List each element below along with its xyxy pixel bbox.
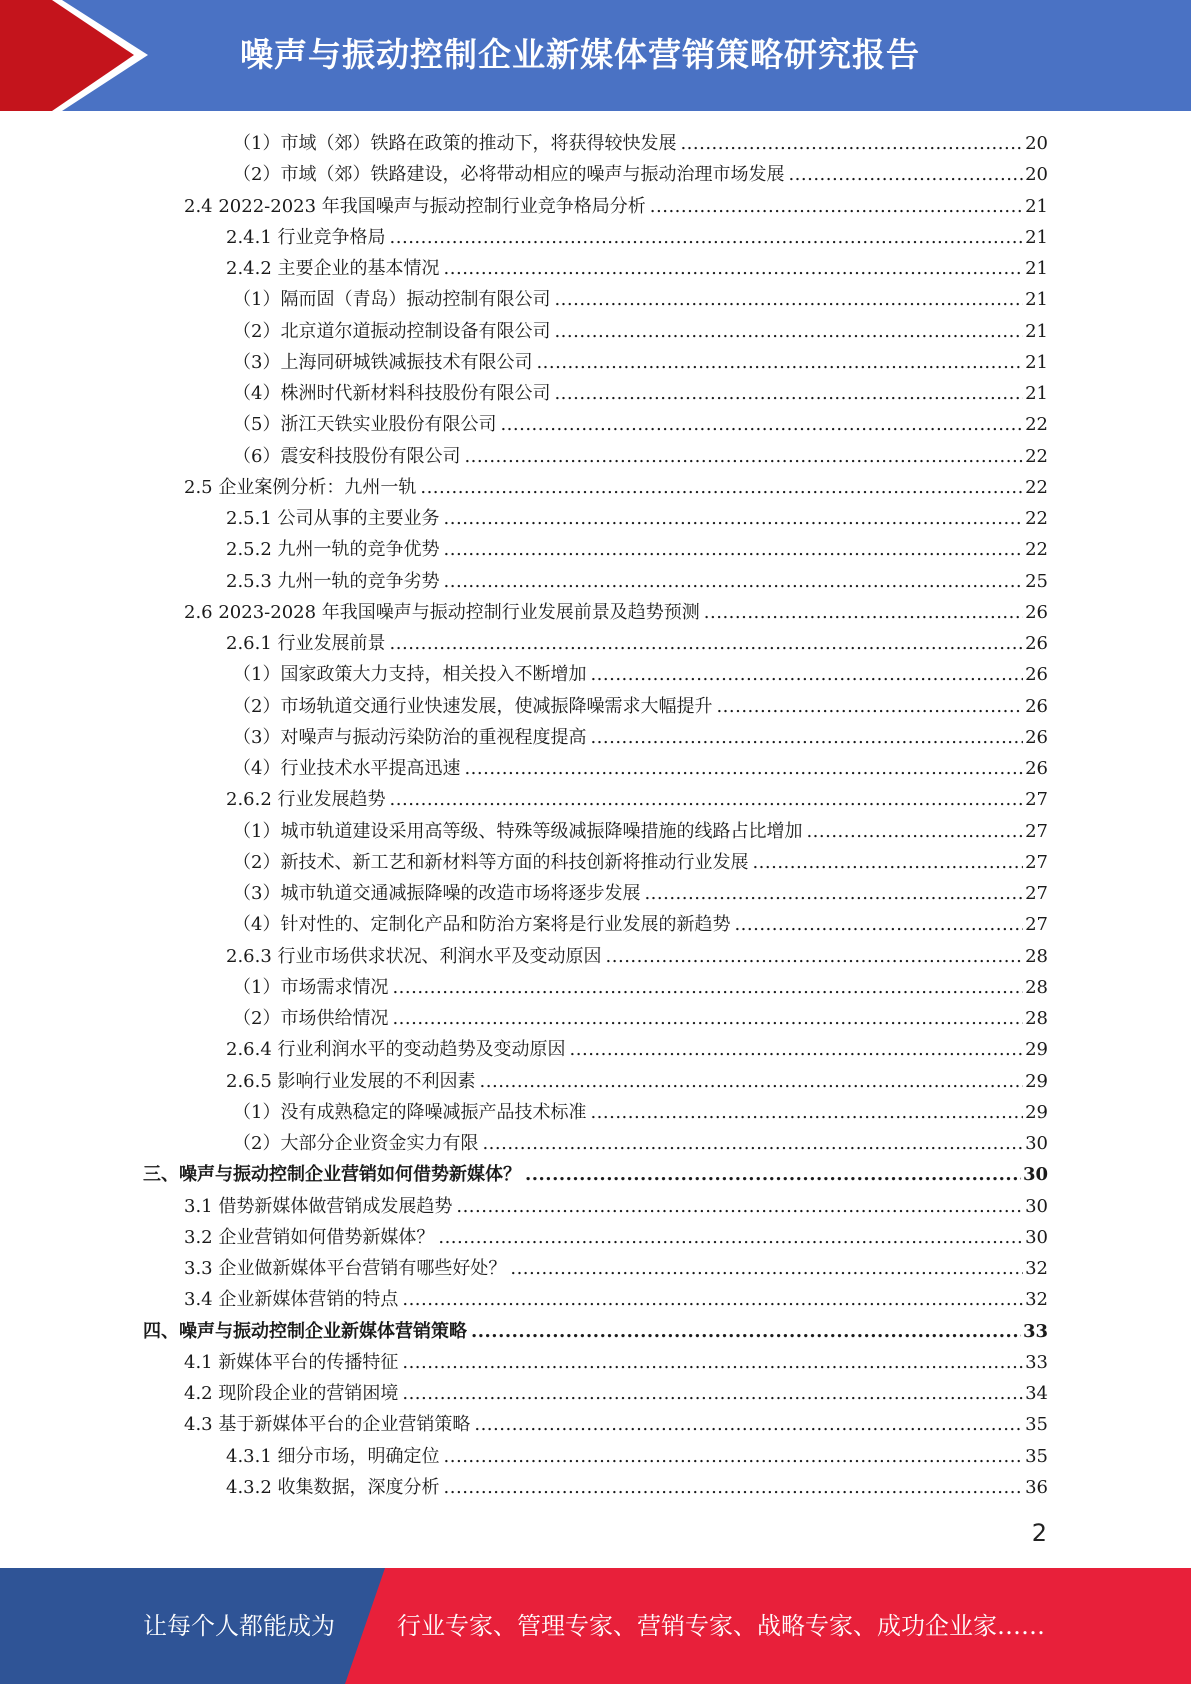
toc-entry-page: 30 <box>1025 1195 1048 1217</box>
toc-entry-title: （2）北京道尔道振动控制设备有限公司 <box>233 320 551 342</box>
toc-dot-leader <box>510 1253 1023 1284</box>
toc-dot-leader <box>650 191 1023 222</box>
toc-entry-page: 22 <box>1025 445 1048 467</box>
toc-entry-page: 32 <box>1025 1258 1048 1279</box>
toc-entry[interactable] <box>233 816 1048 847</box>
toc-dot-leader <box>420 472 1023 503</box>
toc-entry-title: （3）对噪声与振动污染防治的重视程度提高 <box>233 726 587 748</box>
toc-entry[interactable] <box>184 472 1048 503</box>
toc-entry[interactable] <box>233 441 1048 472</box>
toc-entry-title: 2.5 企业案例分析：九州一轨 <box>184 476 417 498</box>
toc-dot-leader <box>464 441 1023 472</box>
toc-entry-page: 29 <box>1025 1070 1048 1092</box>
toc-entry-page: 28 <box>1025 976 1048 998</box>
toc-entry-page: 26 <box>1025 695 1048 717</box>
toc-dot-leader <box>734 909 1023 940</box>
toc-entry-title: 三、噪声与振动控制企业营销如何借势新媒体？ <box>143 1164 521 1186</box>
toc-entry-title: （2）大部分企业资金实力有限 <box>233 1133 479 1154</box>
toc-entry[interactable] <box>184 1378 1048 1409</box>
toc-entry[interactable] <box>184 1284 1048 1315</box>
footer-slogan-left: 让每个人都能成为 <box>143 1612 335 1640</box>
toc-entry-page: 30 <box>1025 1133 1048 1154</box>
toc-entry[interactable] <box>233 409 1048 440</box>
toc-entry[interactable] <box>226 1472 1048 1503</box>
toc-entry-page: 35 <box>1025 1414 1048 1436</box>
toc-entry-title: （1）隔而固（青岛）振动控制有限公司 <box>233 289 551 311</box>
toc-dot-leader <box>554 284 1023 315</box>
toc-entry[interactable] <box>226 1034 1048 1065</box>
toc-entry-title: （4）行业技术水平提高迅速 <box>233 758 461 779</box>
toc-entry-title: （3）上海同研城铁减振技术有限公司 <box>233 351 533 373</box>
toc-entry-page: 33 <box>1022 1320 1048 1342</box>
toc-entry[interactable] <box>184 1347 1048 1378</box>
toc-entry-title: 2.6.4 行业利润水平的变动趋势及变动原因 <box>226 1039 566 1061</box>
toc-entry-title: 2.6.1 行业发展前景 <box>226 633 386 654</box>
toc-dot-leader <box>704 597 1023 628</box>
toc-entry-page: 34 <box>1025 1383 1048 1404</box>
toc-entry-page: 20 <box>1025 133 1048 154</box>
toc-entry[interactable] <box>226 1441 1048 1472</box>
report-title: 噪声与振动控制企业新媒体营销策略研究报告 <box>240 35 920 74</box>
toc-dot-leader <box>788 159 1023 190</box>
toc-dot-leader <box>392 1003 1023 1034</box>
toc-entry[interactable] <box>233 847 1048 878</box>
toc-entry-title: 四、噪声与振动控制企业新媒体营销策略 <box>143 1320 467 1342</box>
toc-dot-leader <box>752 847 1023 878</box>
toc-entry-title: 2.5.2 九州一轨的竞争优势 <box>226 539 440 561</box>
toc-entry[interactable] <box>233 128 1048 159</box>
toc-entry-page: 27 <box>1025 820 1048 842</box>
toc-entry-title: （4）针对性的、定制化产品和防治方案将是行业发展的新趋势 <box>233 914 731 936</box>
toc-entry[interactable] <box>233 878 1048 909</box>
toc-entry-page: 25 <box>1025 570 1048 592</box>
toc-entry[interactable] <box>233 284 1048 315</box>
toc-dot-leader <box>590 1097 1023 1128</box>
toc-entry[interactable] <box>226 222 1048 253</box>
toc-entry-title: （2）市场轨道交通行业快速发展，使减振降噪需求大幅提升 <box>233 695 713 717</box>
toc-entry-title: （1）城市轨道建设采用高等级、特殊等级减振降噪措施的线路占比增加 <box>233 820 803 842</box>
toc-entry-title: 4.3 基于新媒体平台的企业营销策略 <box>184 1414 471 1436</box>
toc-entry[interactable] <box>226 941 1048 972</box>
toc-entry[interactable] <box>143 1316 1048 1347</box>
toc-dot-leader <box>554 316 1023 347</box>
toc-dot-leader <box>444 253 1024 284</box>
toc-dot-leader <box>392 972 1023 1003</box>
toc-dot-leader <box>500 409 1023 440</box>
toc-entry-page: 29 <box>1025 1101 1048 1123</box>
toc-entry-title: 2.5.1 公司从事的主要业务 <box>226 508 440 529</box>
toc-entry-title: 2.4 2022-2023 年我国噪声与振动控制行业竞争格局分析 <box>184 195 646 217</box>
toc-dot-leader <box>444 1441 1024 1472</box>
toc-entry-title: （6）震安科技股份有限公司 <box>233 445 461 467</box>
toc-dot-leader <box>806 816 1023 847</box>
toc-dot-leader <box>525 1159 1021 1190</box>
toc-entry[interactable] <box>184 1191 1048 1222</box>
toc-dot-leader <box>570 1034 1024 1065</box>
toc-dot-leader <box>438 1222 1023 1253</box>
toc-entry-page: 22 <box>1025 539 1048 561</box>
toc-entry-title: 3.3 企业做新媒体平台营销有哪些好处？ <box>184 1258 507 1279</box>
toc-dot-leader <box>590 722 1023 753</box>
toc-entry[interactable] <box>233 1128 1048 1159</box>
toc-entry-title: 4.2 现阶段企业的营销困境 <box>184 1383 399 1404</box>
toc-entry[interactable] <box>233 691 1048 722</box>
toc-entry-title: （2）市域（郊）铁路建设，必将带动相应的噪声与振动治理市场发展 <box>233 164 785 186</box>
toc-entry[interactable] <box>233 316 1048 347</box>
toc-entry[interactable] <box>233 347 1048 378</box>
toc-entry-page: 22 <box>1025 508 1048 529</box>
page-footer <box>0 1568 1191 1684</box>
toc-entry-title: 4.3.2 收集数据，深度分析 <box>226 1476 440 1498</box>
toc-entry-title: 2.4.2 主要企业的基本情况 <box>226 258 440 279</box>
toc-entry-title: 4.1 新媒体平台的传播特征 <box>184 1351 399 1373</box>
toc-entry-title: （3）城市轨道交通减振降噪的改造市场将逐步发展 <box>233 883 641 904</box>
toc-entry-page: 26 <box>1025 664 1048 686</box>
toc-entry[interactable] <box>226 566 1048 597</box>
toc-entry-title: 3.4 企业新媒体营销的特点 <box>184 1289 399 1311</box>
page-number: 2 <box>1031 1519 1047 1547</box>
toc-entry-page: 32 <box>1025 1289 1048 1311</box>
toc-entry-page: 27 <box>1025 914 1048 936</box>
toc-entry-page: 21 <box>1025 351 1048 373</box>
toc-entry[interactable] <box>226 534 1048 565</box>
toc-entry-page: 21 <box>1025 226 1048 248</box>
toc-entry-title: 2.5.3 九州一轨的竞争劣势 <box>226 570 440 592</box>
toc-dot-leader <box>680 128 1023 159</box>
toc-entry-page: 21 <box>1025 383 1048 404</box>
toc-dot-leader <box>390 628 1024 659</box>
toc-entry-page: 28 <box>1025 945 1048 967</box>
toc-entry-title: （4）株洲时代新材料科技股份有限公司 <box>233 383 551 404</box>
toc-entry[interactable] <box>184 1409 1048 1440</box>
toc-entry[interactable] <box>226 628 1048 659</box>
toc-entry-title: （2）市场供给情况 <box>233 1008 389 1029</box>
toc-dot-leader <box>716 691 1023 722</box>
toc-entry-title: 3.1 借势新媒体做营销成发展趋势 <box>184 1195 453 1217</box>
toc-entry-title: 2.6.3 行业市场供求状况、利润水平及变动原因 <box>226 945 602 967</box>
toc-dot-leader <box>464 753 1023 784</box>
toc-dot-leader <box>390 784 1024 815</box>
toc-dot-leader <box>554 378 1023 409</box>
toc-entry-page: 26 <box>1025 726 1048 748</box>
toc-dot-leader <box>471 1316 1021 1347</box>
toc-entry-title: （1）市场需求情况 <box>233 976 389 998</box>
toc-dot-leader <box>606 941 1024 972</box>
toc-dot-leader <box>482 1128 1023 1159</box>
toc-entry-page: 27 <box>1025 883 1048 904</box>
toc-entry-title: 2.6.2 行业发展趋势 <box>226 789 386 811</box>
toc-entry-page: 21 <box>1025 320 1048 342</box>
toc-entry-page: 27 <box>1025 851 1048 873</box>
toc-entry[interactable] <box>226 503 1048 534</box>
toc-dot-leader <box>444 566 1024 597</box>
footer-slogan-right: 行业专家、管理专家、营销专家、战略专家、成功企业家…… <box>397 1612 1045 1640</box>
toc-entry-page: 36 <box>1025 1476 1048 1498</box>
toc-entry[interactable] <box>233 909 1048 940</box>
toc-entry[interactable] <box>233 159 1048 190</box>
toc-dot-leader <box>444 1472 1024 1503</box>
toc-entry-title: 3.2 企业营销如何借势新媒体？ <box>184 1226 435 1248</box>
toc-entry-title: （5）浙江天铁实业股份有限公司 <box>233 414 497 436</box>
toc-entry-page: 21 <box>1025 195 1048 217</box>
toc-entry[interactable] <box>184 191 1048 222</box>
toc-entry-page: 21 <box>1025 289 1048 311</box>
toc-entry-page: 22 <box>1025 414 1048 436</box>
toc-entry-title: （1）市域（郊）铁路在政策的推动下，将获得较快发展 <box>233 133 677 154</box>
toc-dot-leader <box>444 503 1024 534</box>
toc-entry-page: 30 <box>1025 1226 1048 1248</box>
toc-entry-title: 2.4.1 行业竞争格局 <box>226 226 386 248</box>
toc-entry-title: （1）没有成熟稳定的降噪减振产品技术标准 <box>233 1101 587 1123</box>
toc-entry[interactable] <box>233 972 1048 1003</box>
toc-dot-leader <box>474 1409 1023 1440</box>
toc-entry-title: （1）国家政策大力支持，相关投入不断增加 <box>233 664 587 686</box>
toc-entry[interactable] <box>233 753 1048 784</box>
toc-entry-title: 2.6 2023-2028 年我国噪声与振动控制行业发展前景及趋势预测 <box>184 601 700 623</box>
toc-entry[interactable] <box>184 597 1048 628</box>
toc-dot-leader <box>644 878 1023 909</box>
toc-entry-page: 28 <box>1025 1008 1048 1029</box>
toc-entry-page: 27 <box>1025 789 1048 811</box>
toc-entry-page: 35 <box>1025 1445 1048 1467</box>
toc-entry[interactable] <box>233 1003 1048 1034</box>
toc-entry-page: 29 <box>1025 1039 1048 1061</box>
toc-entry[interactable] <box>143 1159 1048 1190</box>
toc-dot-leader <box>444 534 1024 565</box>
toc-dot-leader <box>456 1191 1023 1222</box>
toc-entry[interactable] <box>184 1253 1048 1284</box>
toc-entry[interactable] <box>226 1066 1048 1097</box>
toc-entry[interactable] <box>233 1097 1048 1128</box>
toc-entry-page: 30 <box>1022 1164 1048 1186</box>
toc-dot-leader <box>480 1066 1024 1097</box>
toc-entry-page: 33 <box>1025 1351 1048 1373</box>
toc-entry[interactable] <box>233 659 1048 690</box>
toc-entry[interactable] <box>184 1222 1048 1253</box>
toc-entry-title: （2）新技术、新工艺和新材料等方面的科技创新将推动行业发展 <box>233 851 749 873</box>
toc-dot-leader <box>402 1378 1023 1409</box>
toc-entry-page: 26 <box>1025 633 1048 654</box>
toc-dot-leader <box>402 1284 1023 1315</box>
toc-entry-title: 4.3.1 细分市场，明确定位 <box>226 1445 440 1467</box>
toc-dot-leader <box>390 222 1024 253</box>
toc-dot-leader <box>402 1347 1023 1378</box>
toc-dot-leader <box>536 347 1023 378</box>
toc-entry-page: 21 <box>1025 258 1048 279</box>
toc-entry[interactable] <box>233 722 1048 753</box>
toc-dot-leader <box>590 659 1023 690</box>
toc-entry-page: 26 <box>1025 758 1048 779</box>
toc-entry-page: 26 <box>1025 601 1048 623</box>
toc-entry[interactable] <box>233 378 1048 409</box>
toc-entry[interactable] <box>226 253 1048 284</box>
toc-entry-page: 22 <box>1025 476 1048 498</box>
toc-entry[interactable] <box>226 784 1048 815</box>
toc-entry-page: 20 <box>1025 164 1048 186</box>
page-header <box>0 0 1191 111</box>
toc-entry-title: 2.6.5 影响行业发展的不利因素 <box>226 1070 476 1092</box>
